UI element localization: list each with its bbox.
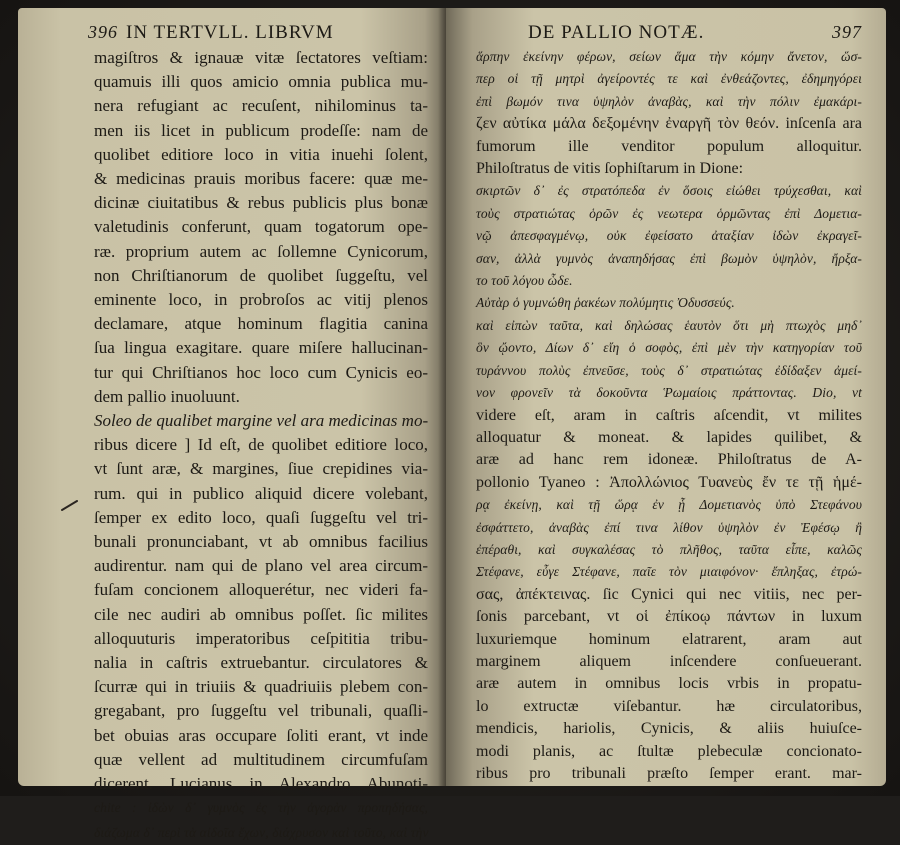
right-page-text-line: νῷ ἀπεσφαγμένῳ, οὐκ ἐφείσατο ἀταξίαν ἰδὼν ἐκραγεῖ- — [476, 228, 862, 244]
left-page-number: 396 — [88, 22, 118, 42]
right-page-text-line: περ οἱ τῇ μητρὶ ἀγείροντές τε καὶ ἐνθεάζοντες, ἐδημηγόρει — [476, 71, 862, 87]
right-running-head: DE PALLIO NOTÆ. — [528, 22, 705, 43]
left-page-text-line: bet obuias aras occupare ſoliti erant, vt inde — [94, 725, 428, 745]
left-page-text-line: Soleo de qualibet margine vel ara medicinas mo- — [94, 411, 429, 431]
right-page-text-line: Αὐτὰρ ὁ γυμνώθη ῥακέων πολύμητις Ὀδυσσεύς. — [476, 295, 735, 311]
left-page-text-line: alloquuturis imperatoribus ceſpititia tribu- — [94, 628, 428, 648]
left-page-text — [94, 46, 428, 845]
left-page-text-line: gregabant, pro ſuggeſtu vel tribunali, quaſli- — [94, 701, 428, 721]
right-page-text-line: ὃν ᾤοντο, Δίων δ᾽ εἴη ὁ σοφὸς, ἐπὶ μὲν τὴν κατηγορίαν τοῦ — [476, 340, 862, 356]
right-page-text-line: σας, ἀπέκτεινας. ſic Cynici qui nec vitiis, nec per- — [476, 585, 862, 603]
left-page-text-line: eminente loco, in probroſos ac vitij plenos — [94, 290, 428, 310]
right-page-text-line: νον φρονεῖν τὰ δοκοῦντα Ῥωμαίοις πράττοντας. Dio, vt — [476, 385, 862, 401]
left-page-text-line: quæ vellent ad multitudinem circumfuſam — [94, 749, 428, 769]
left-page-text-line: non Chriſtianorum de quolibet ſuggeſtu, vel — [94, 265, 428, 285]
right-page-text-line: ἅρπην ἐκείνην φέρων, σείων ἅμα τὴν κόμην ἄνετον, ὥσ- — [476, 49, 862, 64]
right-page-text-line: modi planis, ac ſtultæ plebeculæ concionato- — [476, 742, 862, 760]
left-page-text-line: dicinæ ciuitatibus & rebus publicis plus bonæ — [94, 193, 428, 213]
right-page-text-line: mendicis, hariolis, Cynicis, & aliis huiuſce- — [476, 720, 862, 738]
right-page-text-line: ἐπέραθι, καὶ συγκαλέσας τὸ πλῆθος, ταῦτα εἶπε, καλῶς — [476, 541, 862, 557]
right-page-text-line: fumorum ille venditor populum alloquitur. — [476, 137, 862, 155]
left-page-text-line: fuſam concionem alloquerétur, nec videri fa- — [94, 580, 428, 600]
left-page-text-line: διάζωμα δ᾽ περὶ τὰ αἰδοῖα ἔχων, διάχρυσον καὶ τοῦτο, καὶ τὴν — [94, 824, 429, 840]
left-page-text-line: nera refugiant ac recuſent, nihilominus ta- — [94, 96, 428, 116]
right-page-text-line: aræ autem in omnibus locis vrbis in propatu- — [476, 675, 862, 693]
right-page-text-line: ζεν αὐτίκα μάλα δεξομένην ἐναργῆ τὸν θεόν. inſcenſa ara — [476, 115, 862, 133]
left-page-text-line: ſcurræ qui in triuiis & quadriuiis plebem con- — [94, 677, 428, 697]
left-page-text-line: nalia in caſtris extruebantur. circulatores & — [94, 653, 428, 673]
left-page-text-line: rum. qui in publico aliquid dicere volebant, — [94, 483, 428, 503]
left-page-text-line: ſua lingua exagitare. quare miſere hallucinan- — [94, 338, 428, 358]
left-page-text-line: ribus dicere ] Id eſt, de quolibet editiore loco, — [94, 435, 428, 455]
right-page-text-line: alloquatur & moneat. & lapides quilibet, & — [476, 428, 862, 446]
right-page-text — [476, 46, 862, 785]
right-page-text-line: ſonis parcebant, vt οἱ ἐπίκοῳ πάντων in luxum — [476, 608, 862, 626]
right-page-text-line: marginem aliquem inſcendere conſueuerant. — [476, 652, 862, 670]
right-page-header — [476, 22, 862, 44]
right-page-text-line: ρᾳ ἐκείνῃ, καὶ τῇ ὥρᾳ ἐν ᾗ Δομετιανὸς ὑπὸ Στεφάνου — [476, 497, 862, 513]
left-page-text-line: dicerent. Lucianus in Alexandro Abunoti- — [94, 774, 428, 794]
left-page-text-line: dem pallio inuoluunt. — [94, 386, 240, 406]
left-page-text-line: & medicinas prauis moribus facere: quæ me- — [94, 169, 428, 189]
right-page-text-line: τυράννου πολὺς ἐπνεῦσε, τοὺς δ᾽ στρατιώτας ἐδίδαξεν ἀμεί- — [476, 362, 862, 378]
right-page-text-line: σαν, ἀλλὰ γυμνὸς ἀναπηδήσας ἐπὶ βωμὸν ὑψηλὸν, ἤρξα- — [476, 250, 862, 266]
left-page-text-line: quamuis illi quos amicio omnia publica mu- — [94, 72, 428, 92]
right-page-text-line: lo extructæ viſebantur. hæ circulatoribus, — [476, 697, 862, 715]
left-page-text-line: chite : ἰδὼν δ᾽ γυμνὸς ἐς τὴν ἀγορὰν προπηδήσας, — [94, 800, 428, 816]
right-page-text-line: ἐπὶ βωμόν τινα ὑψηλὸν ἀναβὰς, καὶ τὴν πόλιν ἐμακάρι- — [476, 93, 862, 109]
right-page-text-line: pollonio Tyaneo : Ἀπολλώνιος Τυανεὺς ἔν τε τῇ ἡμέ- — [476, 473, 862, 491]
left-page-text-line: ræ. proprium autem ac ſollemne Cynicorum, — [94, 241, 428, 261]
left-page-text-line: tur qui Chriſtianos hoc loco cum Cynicis eo- — [94, 362, 428, 382]
left-page — [18, 8, 446, 840]
left-page-text-line: quolibet editiore loco in vitia inuehi ſolent, — [94, 144, 428, 164]
left-page-text-line: vt ſunt aræ, & margines, ſiue crepidines via- — [94, 459, 428, 479]
right-page-text-line: Philoſtratus de vitis ſophiſtarum in Dione: — [476, 160, 744, 178]
left-page-header — [88, 22, 428, 44]
left-page-text-line: cile nec audiri ab omnibus poſſet. ſic milites — [94, 604, 428, 624]
left-page-text-line: valetudinis conferunt, quam togatorum ope- — [94, 217, 428, 237]
right-page-text-line: luxuriemque hominum elatrarent, aram aut — [476, 630, 862, 648]
right-page-text-line: ribus pro tribunali præſto ſemper erant. mar- — [476, 765, 862, 782]
right-page-text-line: σκιρτῶν δ᾽ ἐς στρατόπεδα ἐν ὅσοις εἰώθει τρύχεσθαι, καὶ — [476, 183, 862, 199]
right-page-text-line: Στέφανε, εὖγε Στέφανε, παῖε τὸν μιαιφόνον· ἔπληξας, ἐτρώ- — [476, 564, 862, 580]
right-page-text-line: τοὺς στρατιώτας ὁρῶν ἐς νεωτερα ὁρμῶντας ἐπὶ Δομετια- — [476, 205, 862, 221]
left-page-text-line: audirentur. nam qui de plano vel area circum- — [94, 556, 428, 576]
left-page-text-line: bunali pronunciabant, vt ab omnibus facilius — [94, 532, 428, 552]
pen-mark-icon — [60, 498, 80, 512]
right-page-text-line: videre eſt, aram in caſtris aſcendit, vt milites — [476, 406, 862, 424]
right-page-number: 397 — [832, 22, 862, 42]
left-page-text-line: declamare, atque hominum flagitia canina — [94, 314, 428, 334]
left-running-head: IN TERTVLL. LIBRVM — [126, 22, 334, 43]
right-page-text-line: το τοῦ λόγου ὧδε. — [476, 273, 573, 289]
left-page-text-line: men iis licet in publicum prodeſſe: nam de — [94, 120, 428, 140]
right-page-text-line: aræ ad hanc rem idoneæ. Philoſtratus de A- — [476, 451, 862, 469]
right-page-text-line: ἐσφάττετο, ἀναβὰς ἐπί τινα λίθον ὑψηλὸν ἐν Ἐφέσῳ ἢ — [476, 519, 862, 535]
right-page-text-line: καὶ εἰπὼν ταῦτα, καὶ δηλώσας ἑαυτὸν ὅτι μὴ πτωχὸς μηδ᾽ — [476, 317, 862, 333]
left-page-text-line: ſemper ex edito loco, quaſi ſuggeſtu vel tri- — [94, 507, 428, 527]
left-page-text-line: magiſtros & ignauæ vitæ ſectatores veſtiam: — [94, 48, 428, 67]
right-page — [446, 8, 886, 786]
